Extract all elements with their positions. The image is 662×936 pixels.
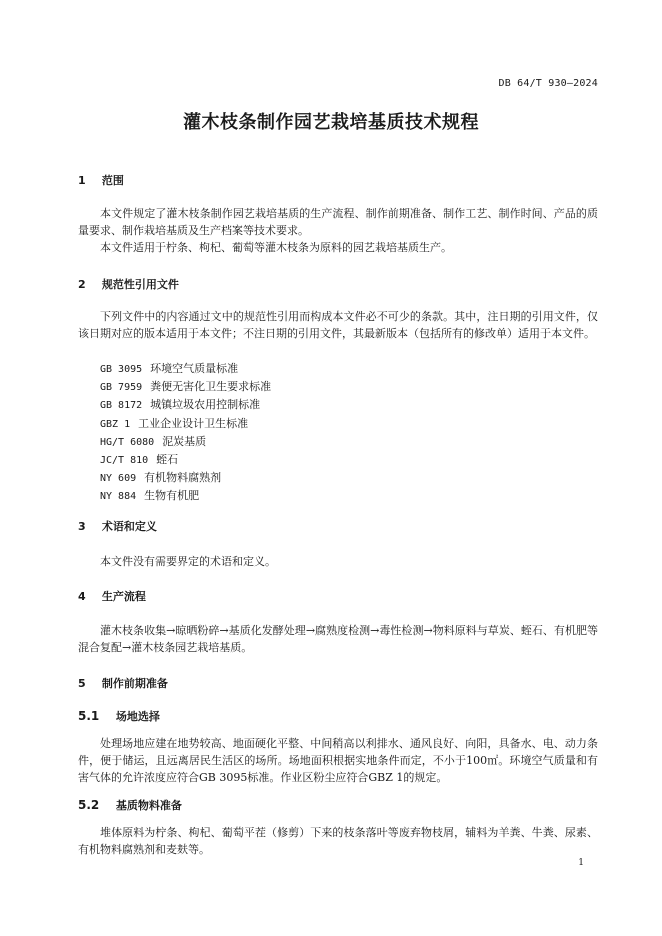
reference-item [100, 487, 271, 505]
subsection-number: 5.2 [78, 798, 100, 812]
reference-item [100, 433, 271, 451]
section-heading-preparation [78, 675, 168, 691]
paragraph-scope-1: 本文件规定了灌木枝条制作园艺栽培基质的生产流程、制作前期准备、制作工艺、制作时间、产品的质量要求、制作栽培基质及生产档案等技术要求。 [78, 207, 598, 237]
reference-item [100, 415, 271, 433]
reference-item [100, 360, 271, 378]
reference-code: HG/T 6080 [100, 436, 155, 448]
section-title: 制作前期准备 [101, 677, 168, 690]
section-title: 规范性引用文件 [101, 278, 179, 291]
section-number: 2 [78, 278, 86, 291]
standard-code: DB 64/T 930—2024 [498, 78, 598, 89]
section-heading-terms [78, 518, 157, 534]
paragraph-material-preparation: 堆体原料为柠条、枸杞、葡萄平茬（修剪）下来的枝条落叶等废弃物枝屑，辅料为羊粪、牛粪、尿素、有机物料腐熟剂和麦麸等。 [78, 826, 598, 856]
paragraph-terms: 本文件没有需要界定的术语和定义。 [100, 555, 276, 568]
paragraph-references-intro: 下列文件中的内容通过文中的规范性引用而构成本文件必不可少的条款。其中，注日期的引用文件，仅该日期对应的版本适用于本文件；不注日期的引用文件，其最新版本（包括所有的修改单）适用于本文件。 [78, 310, 598, 340]
reference-name: 泥炭基质 [162, 434, 207, 448]
reference-code: NY 609 [100, 473, 137, 485]
reference-item [100, 451, 271, 469]
reference-code: GB 3095 [100, 364, 143, 375]
paragraph-scope-2: 本文件适用于柠条、枸杞、葡萄等灌木枝条为原料的园艺栽培基质生产。 [100, 241, 452, 254]
reference-name: 有机物料腐熟剂 [144, 471, 222, 485]
reference-item [100, 396, 271, 414]
reference-list [100, 360, 271, 506]
document-title: 灌木枝条制作园艺栽培基质技术规程 [183, 112, 479, 133]
paragraph-site-selection: 处理场地应建在地势较高、地面硬化平整、中间稍高以利排水、通风良好、向阳，具备水、电、动力条件，便于储运，且远离居民生活区的场所。场地面积根据实地条件而定，不小于100㎡。环境空气质量和有害气体的允许浓度应符合GB 3095标准。作业区粉尘应符合GBZ 1的规定。 [78, 737, 598, 784]
subsection-heading-site-selection [78, 708, 160, 724]
section-title: 术语和定义 [101, 520, 157, 533]
section-number: 5 [78, 677, 86, 690]
reference-item [100, 469, 271, 487]
subsection-number: 5.1 [78, 709, 100, 723]
reference-name: 蛭石 [156, 453, 179, 467]
reference-code: NY 884 [100, 491, 137, 503]
subsection-title: 场地选择 [115, 710, 160, 723]
paragraph-production-process: 灌木枝条收集→晾晒粉碎→基质化发酵处理→腐熟度检测→毒性检测→物料原料与草炭、蛭石、有机肥等混合复配→灌木枝条园艺栽培基质。 [78, 624, 598, 654]
reference-name: 城镇垃圾农用控制标准 [150, 398, 261, 412]
reference-name: 生物有机肥 [144, 489, 200, 503]
reference-name: 工业企业设计卫生标准 [138, 416, 249, 430]
section-title: 生产流程 [101, 590, 146, 603]
section-heading-normative-references [78, 276, 179, 292]
reference-code: JC/T 810 [100, 455, 149, 467]
section-title: 范围 [101, 174, 124, 187]
subsection-title: 基质物料准备 [115, 799, 182, 812]
reference-code: GBZ 1 [100, 418, 131, 430]
page-number: 1 [578, 858, 584, 868]
section-number: 1 [78, 174, 86, 187]
reference-code: GB 8172 [100, 400, 143, 412]
section-number: 4 [78, 590, 86, 603]
section-heading-scope [78, 172, 124, 188]
reference-name: 环境空气质量标准 [150, 362, 239, 375]
subsection-heading-material-preparation [78, 797, 182, 813]
reference-item [100, 378, 271, 396]
reference-code: GB 7959 [100, 382, 143, 394]
section-number: 3 [78, 520, 86, 533]
section-heading-production-process [78, 588, 146, 604]
reference-name: 粪便无害化卫生要求标准 [150, 380, 272, 394]
